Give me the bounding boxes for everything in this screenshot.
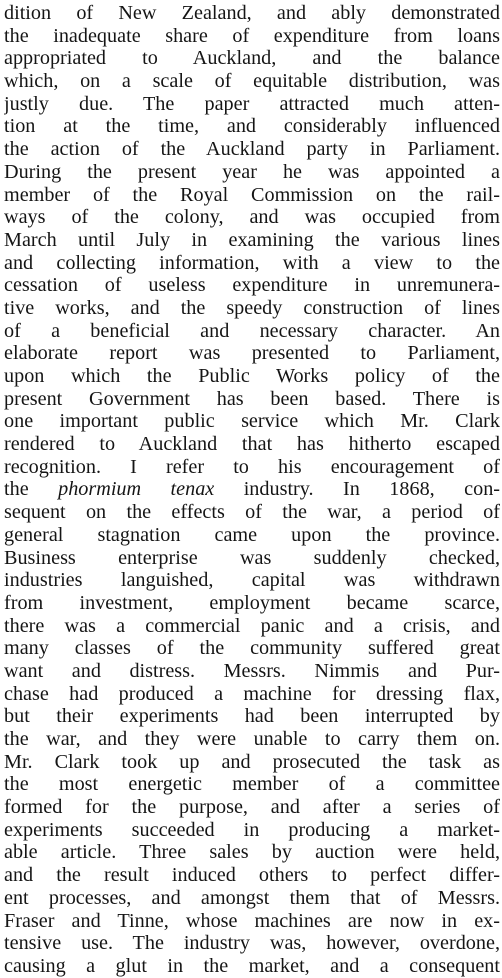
text-line: general stagnation came upon the province. — [4, 523, 500, 546]
text-line — [4, 478, 500, 501]
text-line: rendered to Auckland that has hitherto escaped — [4, 433, 500, 456]
text-line: there was a commercial panic and a crisis, and — [4, 614, 500, 637]
text-line: of a beneficial and necessary character. An — [4, 319, 500, 342]
text-line: elaborate report was presented to Parliament, — [4, 342, 500, 365]
text-line: the inadequate share of expenditure from loans — [4, 24, 500, 47]
text-line: able article. Three sales by auction were held, — [4, 841, 500, 864]
text-line: recognition. I refer to his encouragement of — [4, 455, 500, 478]
text-line: want and distress. Messrs. Nimmis and Pur- — [4, 659, 500, 682]
text-line: formed for the purpose, and after a series of — [4, 796, 500, 819]
text-line: causing a glut in the market, and a consequent — [4, 954, 500, 977]
text-line: dition of New Zealand, and ably demonstrated — [4, 2, 500, 24]
text-line: from investment, employment became scarce, — [4, 591, 500, 614]
text-line: and the result induced others to perfect differ- — [4, 864, 500, 887]
text-line: one important public service which Mr. Clark — [4, 410, 500, 433]
text-line: the action of the Auckland party in Parliament. — [4, 138, 500, 161]
text-line: justly due. The paper attracted much atten- — [4, 92, 500, 115]
text-line: ways of the colony, and was occupied from — [4, 206, 500, 229]
text-line: many classes of the community suffered great — [4, 637, 500, 660]
document-page — [4, 2, 500, 978]
text-line: chase had produced a machine for dressing flax, — [4, 682, 500, 705]
text-segment: the — [4, 478, 59, 501]
text-line: upon which the Public Works policy of the — [4, 365, 500, 387]
text-line: experiments succeeded in producing a market- — [4, 818, 500, 841]
text-line: the war, and they were unable to carry them on. — [4, 728, 500, 750]
text-line: ent processes, and amongst them that of Messrs. — [4, 886, 500, 909]
text-line: Fraser and Tinne, whose machines are now in ex- — [4, 909, 500, 932]
text-line: appropriated to Auckland, and the balance — [4, 47, 500, 70]
text-line: Business enterprise was suddenly checked, — [4, 546, 500, 569]
text-line: March until July in examining the various lines — [4, 228, 500, 251]
text-line: member of the Royal Commission on the rail- — [4, 183, 500, 206]
text-line: tive works, and the speedy construction of lines — [4, 296, 500, 319]
text-segment: industry. In 1868, con- — [214, 478, 500, 501]
text-line: sequent on the effects of the war, a period of — [4, 501, 500, 524]
text-line: cessation of useless expenditure in unremunera- — [4, 274, 500, 297]
body-paragraph — [4, 2, 500, 978]
text-line: tensive use. The industry was, however, overdone, — [4, 932, 500, 955]
text-line: Mr. Clark took up and prosecuted the task as — [4, 750, 500, 773]
text-line: tion at the time, and considerably influenced — [4, 115, 500, 138]
text-line: and collecting information, with a view to the — [4, 251, 500, 274]
text-line: present Government has been based. There is — [4, 387, 500, 410]
text-line: the most energetic member of a committee — [4, 773, 500, 796]
italic-term: phormium tenax — [58, 478, 215, 501]
text-line: but their experiments had been interrupted by — [4, 705, 500, 728]
text-line: During the present year he was appointed a — [4, 160, 500, 183]
text-line: industries languished, capital was withdrawn — [4, 569, 500, 592]
text-line: which, on a scale of equitable distribution, was — [4, 70, 500, 93]
